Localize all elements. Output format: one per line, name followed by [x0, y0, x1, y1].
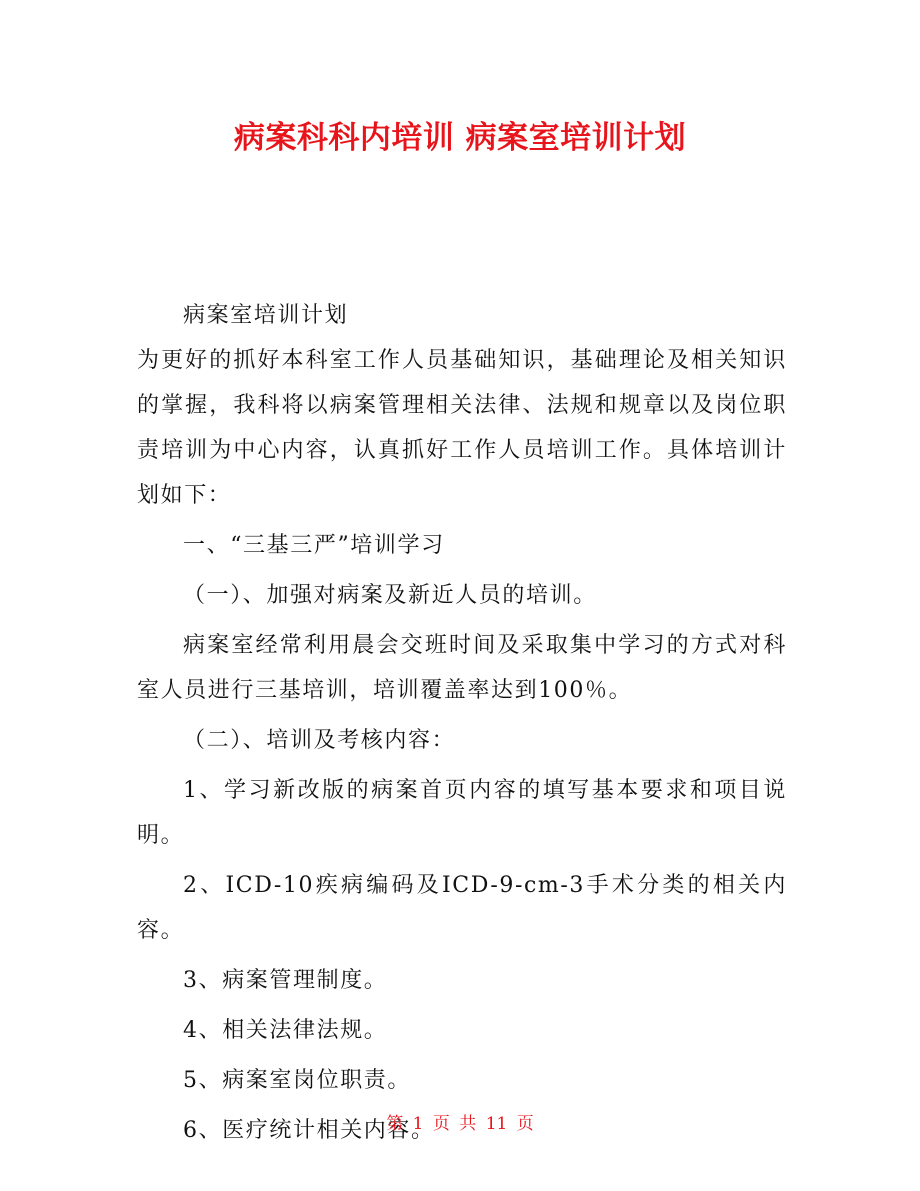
- list-item-6: 6、医疗统计相关内容。: [183, 1118, 435, 1143]
- list-item-3: 3、病案管理制度。: [183, 968, 388, 993]
- page-number-footer: 第 1 页 共 11 页: [386, 1114, 534, 1134]
- document-title: 病案科科内培训 病案室培训计划: [233, 120, 687, 156]
- list-item-1: 1、学习新改版的病案首页内容的填写基本要求和项目说明。: [137, 778, 787, 848]
- list-item-5: 5、病案室岗位职责。: [183, 1068, 411, 1093]
- list-item-2: 2、ICD-10疾病编码及ICD-9-cm-3手术分类的相关内容。: [137, 873, 787, 943]
- subsection-heading-1: （一）、加强对病案及新近人员的培训。: [183, 583, 597, 608]
- paragraph-heading: 病案室培训计划: [183, 303, 349, 328]
- paragraph-training: 病案室经常利用晨会交班时间及采取集中学习的方式对科室人员进行三基培训，培训覆盖率达到100％。: [137, 633, 787, 703]
- document-body: [137, 293, 787, 1153]
- subsection-heading-2: （二）、培训及考核内容：: [183, 728, 456, 753]
- section-heading-1: 一、“三基三严”培训学习: [183, 533, 445, 558]
- list-item-4: 4、相关法律法规。: [183, 1018, 388, 1043]
- paragraph-intro: 为更好的抓好本科室工作人员基础知识，基础理论及相关知识的掌握，我科将以病案管理相关法律、法规和规章以及岗位职责培训为中心内容，认真抓好工作人员培训工作。具体培训计划如下：: [137, 348, 787, 508]
